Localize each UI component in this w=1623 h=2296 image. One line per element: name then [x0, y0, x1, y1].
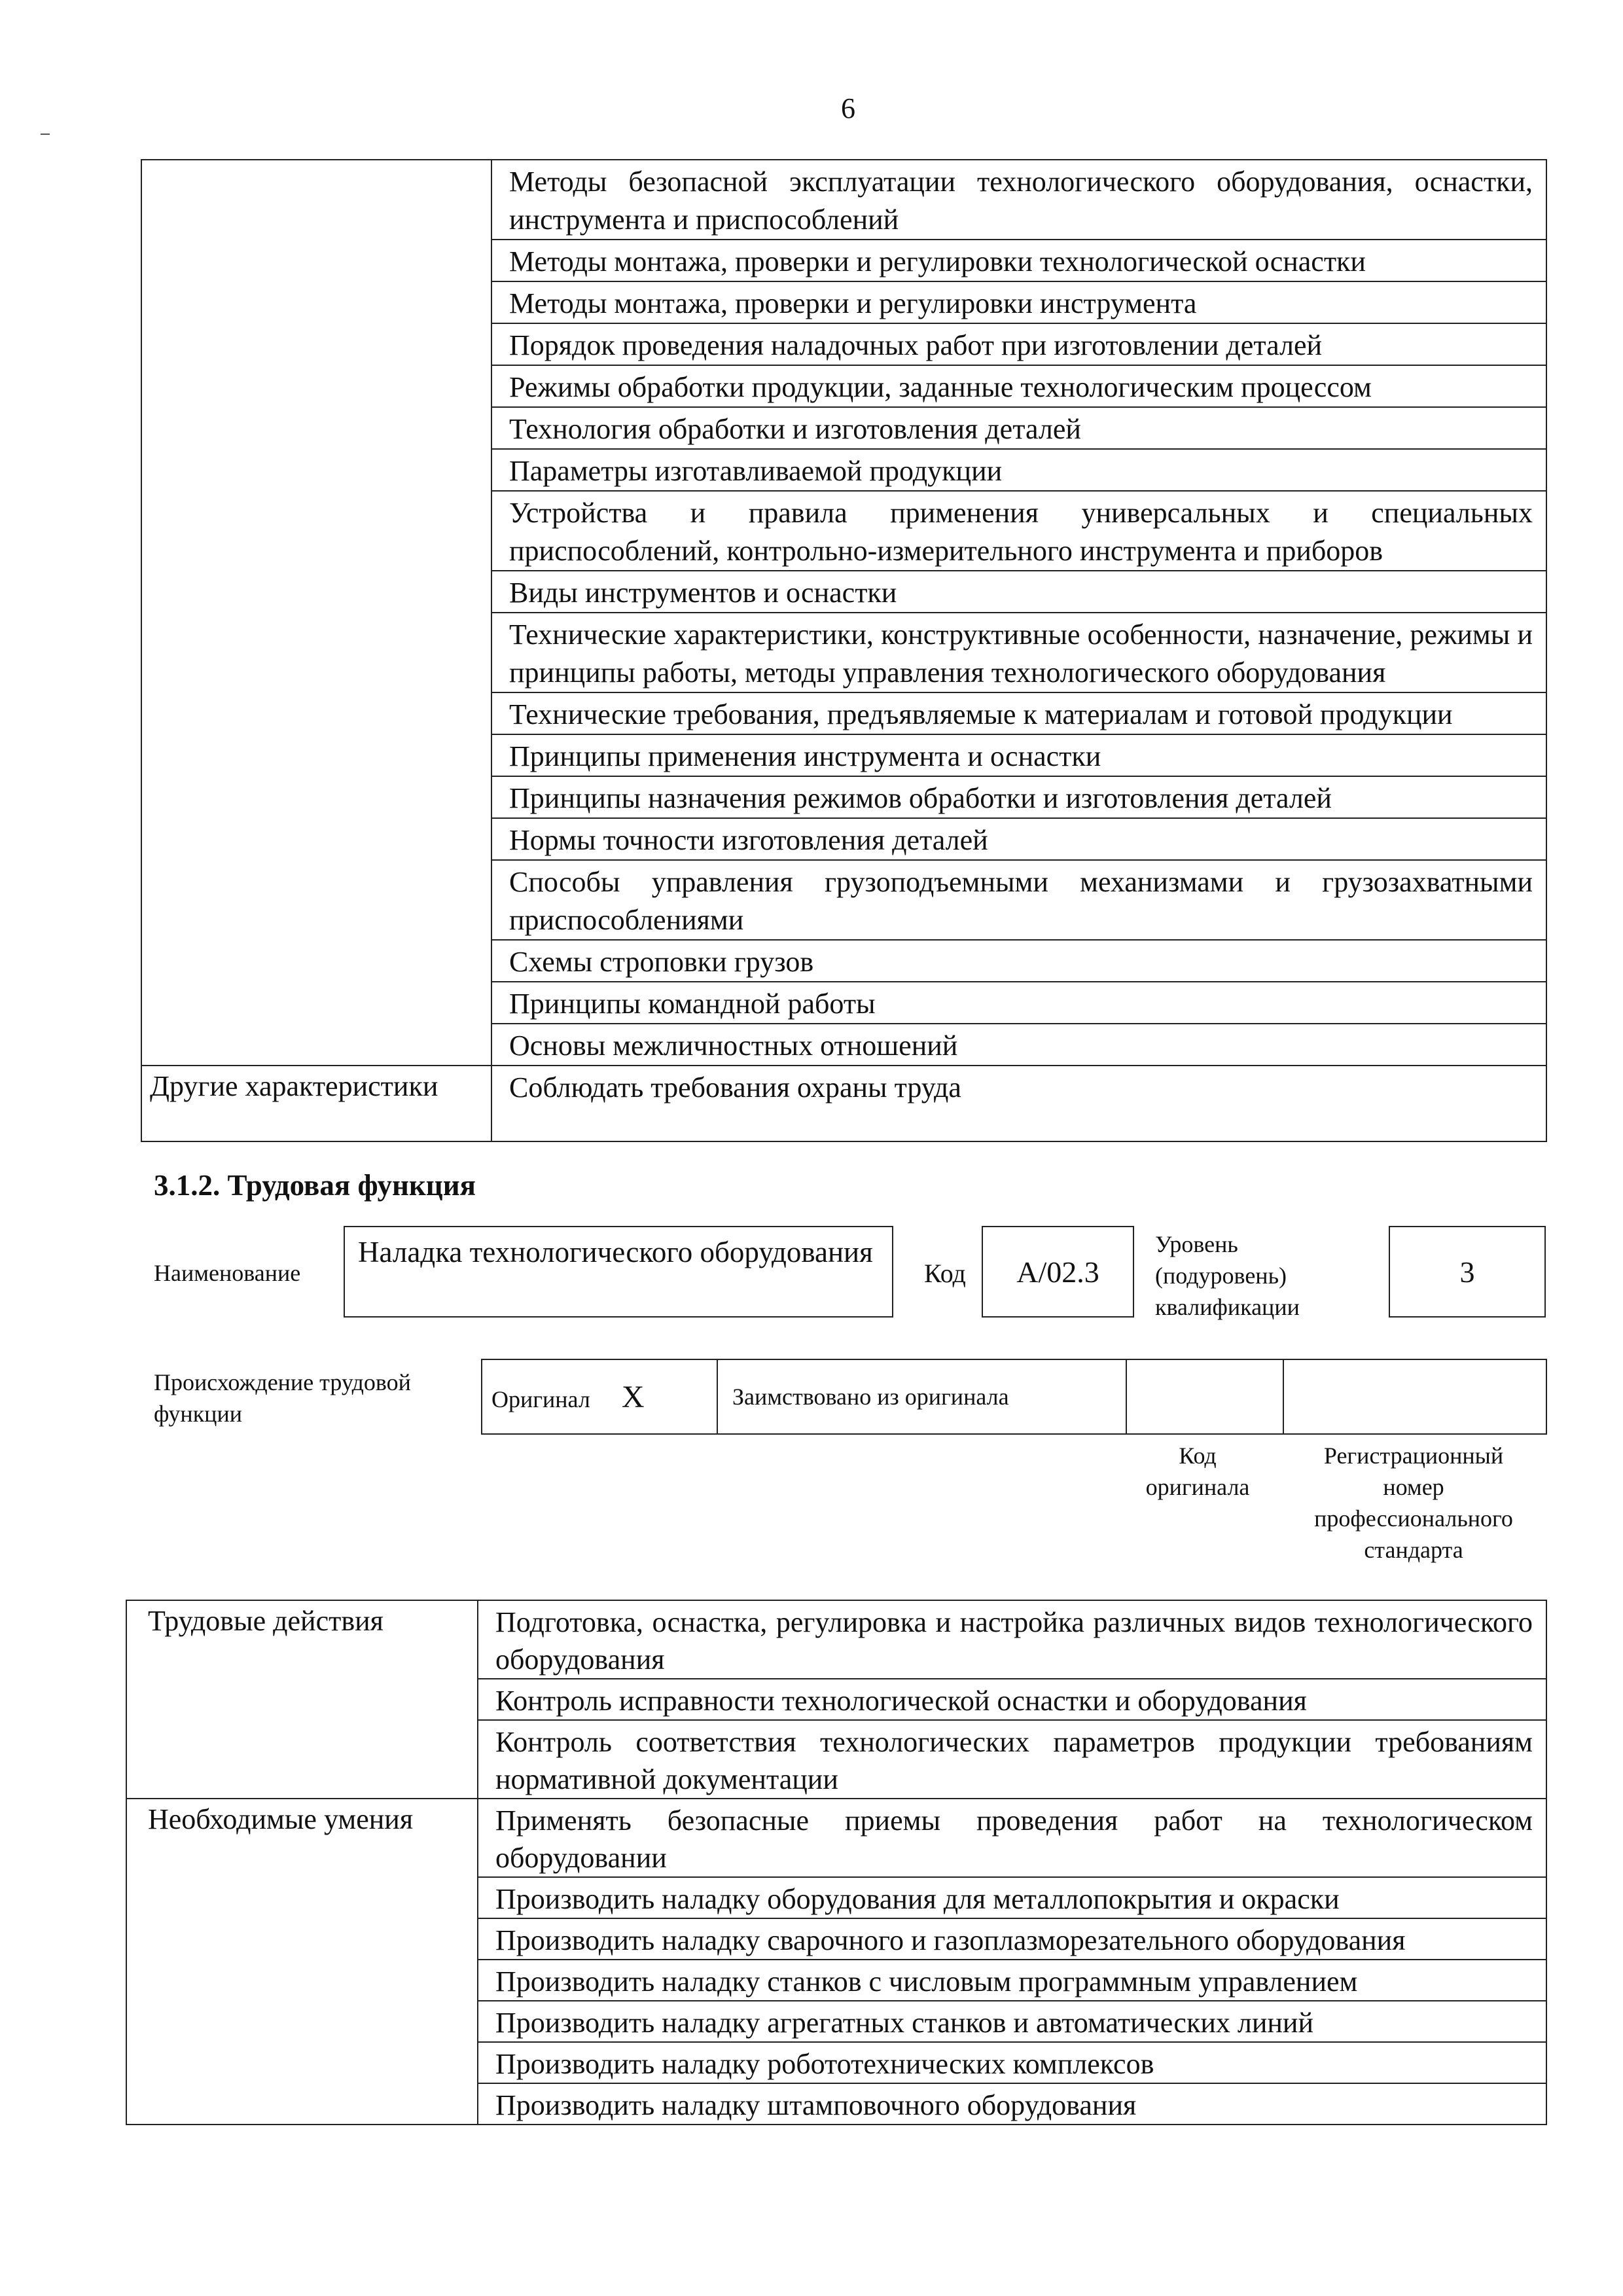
table-cell: Производить наладку агрегатных станков и автоматических линий — [478, 2001, 1546, 2042]
original-mark: X — [621, 1379, 645, 1414]
table-cell: Виды инструментов и оснастки — [491, 571, 1546, 613]
original-label: Оригинал — [491, 1386, 590, 1412]
code-original-caption — [1126, 1440, 1270, 1503]
table-cell: Технические характеристики, конструктивные особенности, назначение, режимы и принципы работы, методы управления технологического оборудования — [491, 613, 1546, 692]
table-cell: Методы монтажа, проверки и регулировки инструмента — [491, 281, 1546, 323]
caption-line: профессионального — [1314, 1505, 1513, 1532]
caption-line: Код — [1179, 1443, 1217, 1469]
caption-line: номер — [1383, 1474, 1444, 1500]
caption-line: оригинала — [1145, 1474, 1250, 1500]
origin-label — [154, 1367, 411, 1429]
table-cell: Схемы строповки грузов — [491, 940, 1546, 982]
other-characteristics-label: Другие характеристики — [141, 1066, 491, 1141]
table-cell: Нормы точности изготовления деталей — [491, 818, 1546, 860]
table-cell: Принципы назначения режимов обработки и изготовления деталей — [491, 776, 1546, 818]
table-cell: Методы безопасной эксплуатации технологического оборудования, оснастки, инструмента и приспособлений — [491, 160, 1546, 240]
table-cell: Контроль соответствия технологических параметров продукции требованиям нормативной документации — [478, 1720, 1546, 1799]
table-cell: Технические требования, предъявляемые к материалам и готовой продукции — [491, 692, 1546, 734]
table-cell: Производить наладку оборудования для металлопокрытия и окраски — [478, 1877, 1546, 1918]
table-cell: Технология обработки и изготовления деталей — [491, 407, 1546, 449]
level-value-box: 3 — [1389, 1226, 1546, 1318]
table-cell: Производить наладку робототехнических комплексов — [478, 2042, 1546, 2083]
name-value-box: Наладка технологического оборудования — [344, 1226, 893, 1318]
level-label-line: Уровень — [1155, 1231, 1238, 1257]
reg-number-caption — [1276, 1440, 1551, 1566]
table-cell: Устройства и правила применения универсальных и специальных приспособлений, контрольно-измерительного инструмента и приборов — [491, 491, 1546, 571]
table-row — [141, 1066, 1546, 1141]
level-label-line: (подуровень) — [1155, 1263, 1287, 1289]
table-cell: Подготовка, оснастка, регулировка и настройка различных видов технологического оборудования — [478, 1600, 1546, 1679]
table-cell: Параметры изготавливаемой продукции — [491, 449, 1546, 491]
table-cell: Принципы применения инструмента и оснастки — [491, 734, 1546, 776]
table-row — [126, 1799, 1546, 1877]
caption-line: стандарта — [1364, 1537, 1463, 1563]
table-cell: Принципы командной работы — [491, 982, 1546, 1024]
actions-label: Трудовые действия — [126, 1600, 478, 1799]
table-cell: Основы межличностных отношений — [491, 1024, 1546, 1066]
table-row — [482, 1359, 1546, 1434]
name-label: Наименование — [154, 1260, 301, 1286]
knowledge-table — [141, 159, 1547, 1142]
origin-table — [481, 1359, 1547, 1435]
table-row — [126, 1600, 1546, 1679]
table-cell: Режимы обработки продукции, заданные технологическим процессом — [491, 365, 1546, 407]
function-table — [126, 1600, 1547, 2125]
scan-mark — [41, 134, 50, 135]
page-number: 6 — [841, 92, 855, 124]
table-cell: Порядок проведения наладочных работ при изготовлении деталей — [491, 323, 1546, 365]
original-cell — [482, 1359, 717, 1434]
other-characteristics-value: Соблюдать требования охраны труда — [491, 1066, 1546, 1141]
table-cell: Производить наладку сварочного и газоплазморезательного оборудования — [478, 1918, 1546, 1960]
level-label-line: квалификации — [1155, 1294, 1300, 1320]
reg-number-cell — [1283, 1359, 1546, 1434]
table-cell: Применять безопасные приемы проведения работ на технологическом оборудовании — [478, 1799, 1546, 1877]
origin-label-line: функции — [154, 1401, 242, 1427]
section-title: 3.1.2. Трудовая функция — [154, 1169, 476, 1202]
caption-line: Регистрационный — [1323, 1443, 1504, 1469]
table-cell: Методы монтажа, проверки и регулировки технологической оснастки — [491, 240, 1546, 281]
table-cell: Производить наладку штамповочного оборудования — [478, 2083, 1546, 2125]
code-original-cell — [1126, 1359, 1283, 1434]
code-value-box: A/02.3 — [982, 1226, 1134, 1318]
empty-label-cell — [141, 160, 491, 1066]
code-label: Код — [924, 1259, 966, 1288]
borrowed-label: Заимствовано из оригинала — [717, 1359, 1126, 1434]
skills-label: Необходимые умения — [126, 1799, 478, 2125]
table-row — [141, 160, 1546, 240]
origin-label-line: Происхождение трудовой — [154, 1369, 411, 1395]
table-cell: Контроль исправности технологической оснастки и оборудования — [478, 1679, 1546, 1720]
table-cell: Производить наладку станков с числовым программным управлением — [478, 1960, 1546, 2001]
table-cell: Способы управления грузоподъемными механизмами и грузозахватными приспособлениями — [491, 860, 1546, 940]
level-label — [1155, 1229, 1300, 1323]
